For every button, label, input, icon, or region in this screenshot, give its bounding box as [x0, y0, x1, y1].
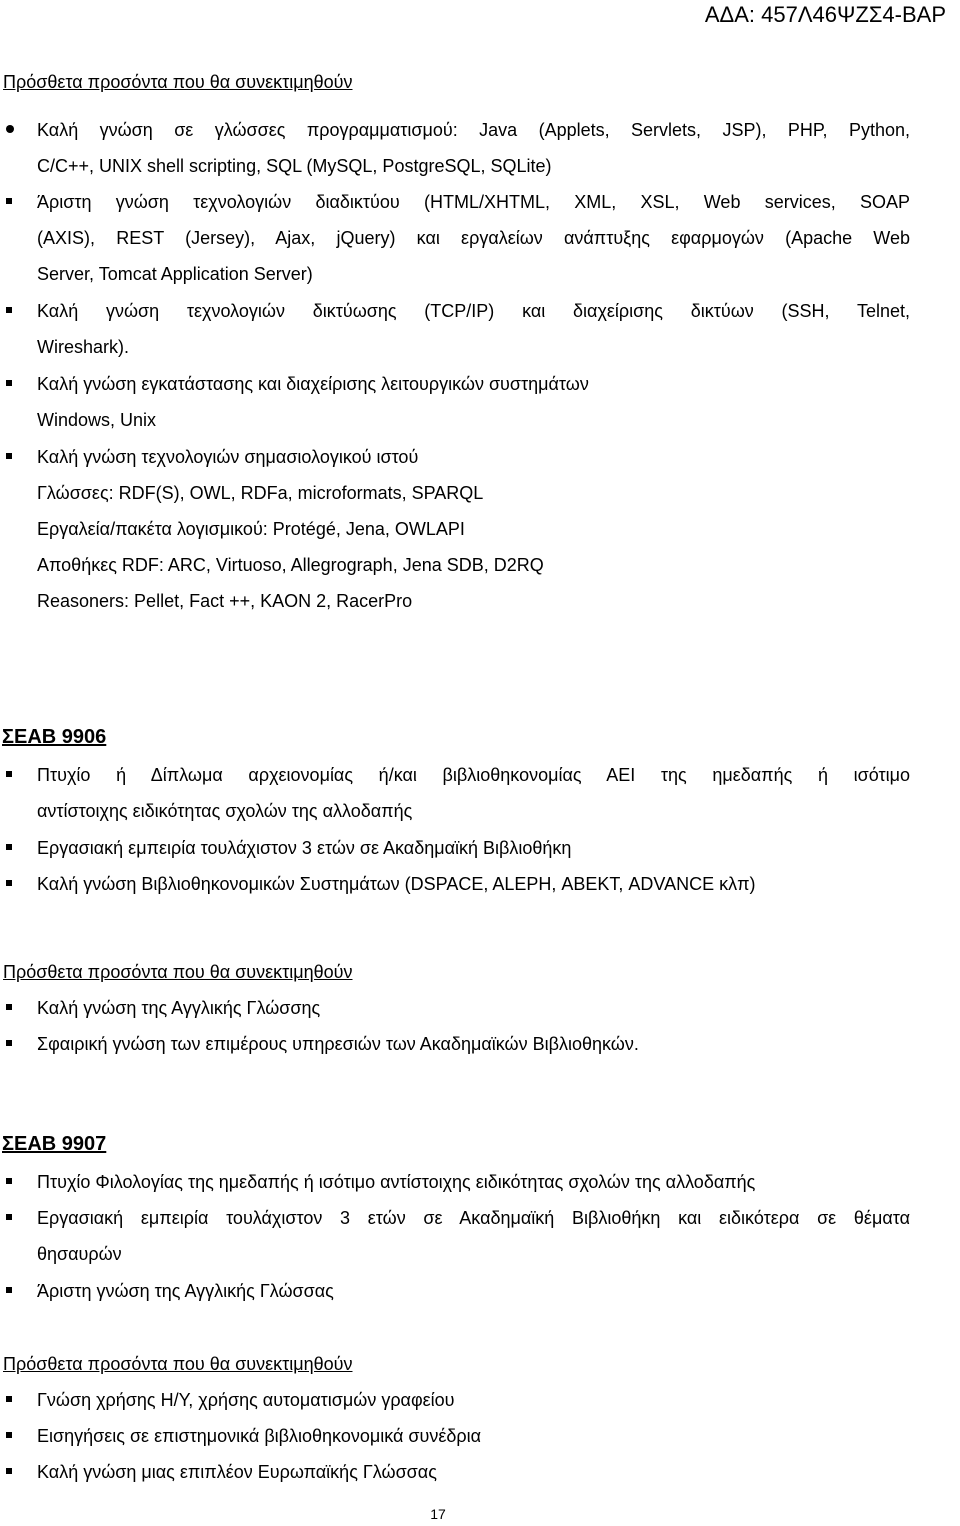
list-item-text: Windows, Unix — [37, 410, 157, 430]
list-item-text: Πτυχίο Φιλολογίας της ημεδαπής ή ισότιμο αντίστοιχης ειδικότητας σχολών της αλλοδαπής — [37, 1172, 756, 1192]
list-item-text: Καλή γνώση τεχνολογιών δικτύωσης (TCP/IP) και διαχείρισης δικτύων (SSH, Telnet, — [37, 301, 910, 321]
list-item-text: Wireshark). — [37, 337, 130, 357]
list-item-text: αντίστοιχης ειδικότητας σχολών της αλλοδαπής — [37, 801, 413, 821]
square-bullet-icon — [6, 1200, 14, 1236]
list-item-text: Καλή γνώση σε γλώσσες προγραμματισμού: Java (Applets, Servlets, JSP), PHP, Python, — [37, 120, 910, 140]
sub-line: Γλώσσες: RDF(S), OWL, RDFa, microformats, SPARQL — [37, 483, 484, 503]
list-item-text: Server, Tomcat Application Server) — [37, 264, 313, 284]
square-bullet-icon — [6, 1273, 14, 1309]
square-bullet-icon — [6, 184, 14, 220]
list-item-text: Εργασιακή εμπειρία τουλάχιστον 3 ετών σε Ακαδημαϊκή Βιβλιοθήκη — [37, 838, 572, 858]
sub-line: Εργαλεία/πακέτα λογισμικού: Protégé, Jena, OWLAPI — [37, 519, 465, 539]
additional-qualifications-title: Πρόσθετα προσόντα που θα συνεκτιμηθούν — [3, 72, 353, 92]
list-item-text: Εργασιακή εμπειρία τουλάχιστον 3 ετών σε Ακαδημαϊκή Βιβλιοθήκη και ειδικότερα σε θέματα — [37, 1208, 910, 1228]
round-bullet-icon — [6, 112, 14, 148]
section-heading-seab-9906: ΣΕΑΒ 9906 — [2, 726, 107, 748]
square-bullet-icon — [6, 1164, 14, 1200]
additional-qualifications-title: Πρόσθετα προσόντα που θα συνεκτιμηθούν — [3, 1354, 353, 1374]
additional-qualifications-title: Πρόσθετα προσόντα που θα συνεκτιμηθούν — [3, 962, 353, 982]
square-bullet-icon — [6, 1382, 14, 1418]
page-number: 17 — [430, 1506, 446, 1522]
square-bullet-icon — [6, 990, 14, 1026]
section-heading-seab-9907: ΣΕΑΒ 9907 — [2, 1133, 107, 1155]
square-bullet-icon — [6, 757, 14, 793]
sub-line: Reasoners: Pellet, Fact ++, KAON 2, RacerPro — [37, 591, 413, 611]
sub-line: Αποθήκες RDF: ARC, Virtuoso, Allegrograph, Jena SDB, D2RQ — [37, 555, 544, 575]
list-item-text: Καλή γνώση μιας επιπλέον Ευρωπαϊκής Γλώσσας — [37, 1462, 437, 1482]
list-item-text: Καλή γνώση Βιβλιοθηκονομικών Συστημάτων (DSPACE, ALEPH, ΑΒΕΚΤ, ADVANCE κλπ) — [37, 874, 756, 894]
square-bullet-icon — [6, 366, 14, 402]
square-bullet-icon — [6, 1026, 14, 1062]
list-item-text: Σφαιρική γνώση των επιμέρους υπηρεσιών των Ακαδημαϊκών Βιβλιοθηκών. — [37, 1034, 639, 1054]
list-item-text: C/C++, UNIX shell scripting, SQL (MySQL, PostgreSQL, SQLite) — [37, 156, 552, 176]
list-item-text: Άριστη γνώση της Αγγλικής Γλώσσας — [37, 1281, 334, 1301]
ada-code: ΑΔΑ: 457Λ46ΨΖΣ4-ΒΑΡ — [704, 2, 946, 27]
square-bullet-icon — [6, 293, 14, 329]
list-item-text: (AXIS), REST (Jersey), Ajax, jQuery) και εργαλείων ανάπτυξης εφαρμογών (Apache Web — [37, 228, 910, 248]
list-item-text: Άριστη γνώση τεχνολογιών διαδικτύου (HTML/XHTML, XML, XSL, Web services, SOAP — [37, 192, 910, 212]
square-bullet-icon — [6, 866, 14, 902]
square-bullet-icon — [6, 830, 14, 866]
list-item-text: Καλή γνώση τεχνολογιών σημασιολογικού ιστού — [37, 447, 419, 467]
square-bullet-icon — [6, 439, 14, 475]
list-item-text: Καλή γνώση εγκατάστασης και διαχείρισης λειτουργικών συστημάτων — [37, 374, 589, 394]
square-bullet-icon — [6, 1454, 14, 1490]
list-item-text: Γνώση χρήσης Η/Υ, χρήσης αυτοματισμών γραφείου — [37, 1390, 455, 1410]
square-bullet-icon — [6, 1418, 14, 1454]
list-item-text: Πτυχίο ή Δίπλωμα αρχειονομίας ή/και βιβλιοθηκονομίας ΑΕΙ της ημεδαπής ή ισότιμο — [37, 765, 910, 785]
list-item-text: θησαυρών — [37, 1244, 122, 1264]
list-item-text: Καλή γνώση της Αγγλικής Γλώσσης — [37, 998, 321, 1018]
list-item-text: Εισηγήσεις σε επιστημονικά βιβλιοθηκονομικά συνέδρια — [37, 1426, 482, 1446]
